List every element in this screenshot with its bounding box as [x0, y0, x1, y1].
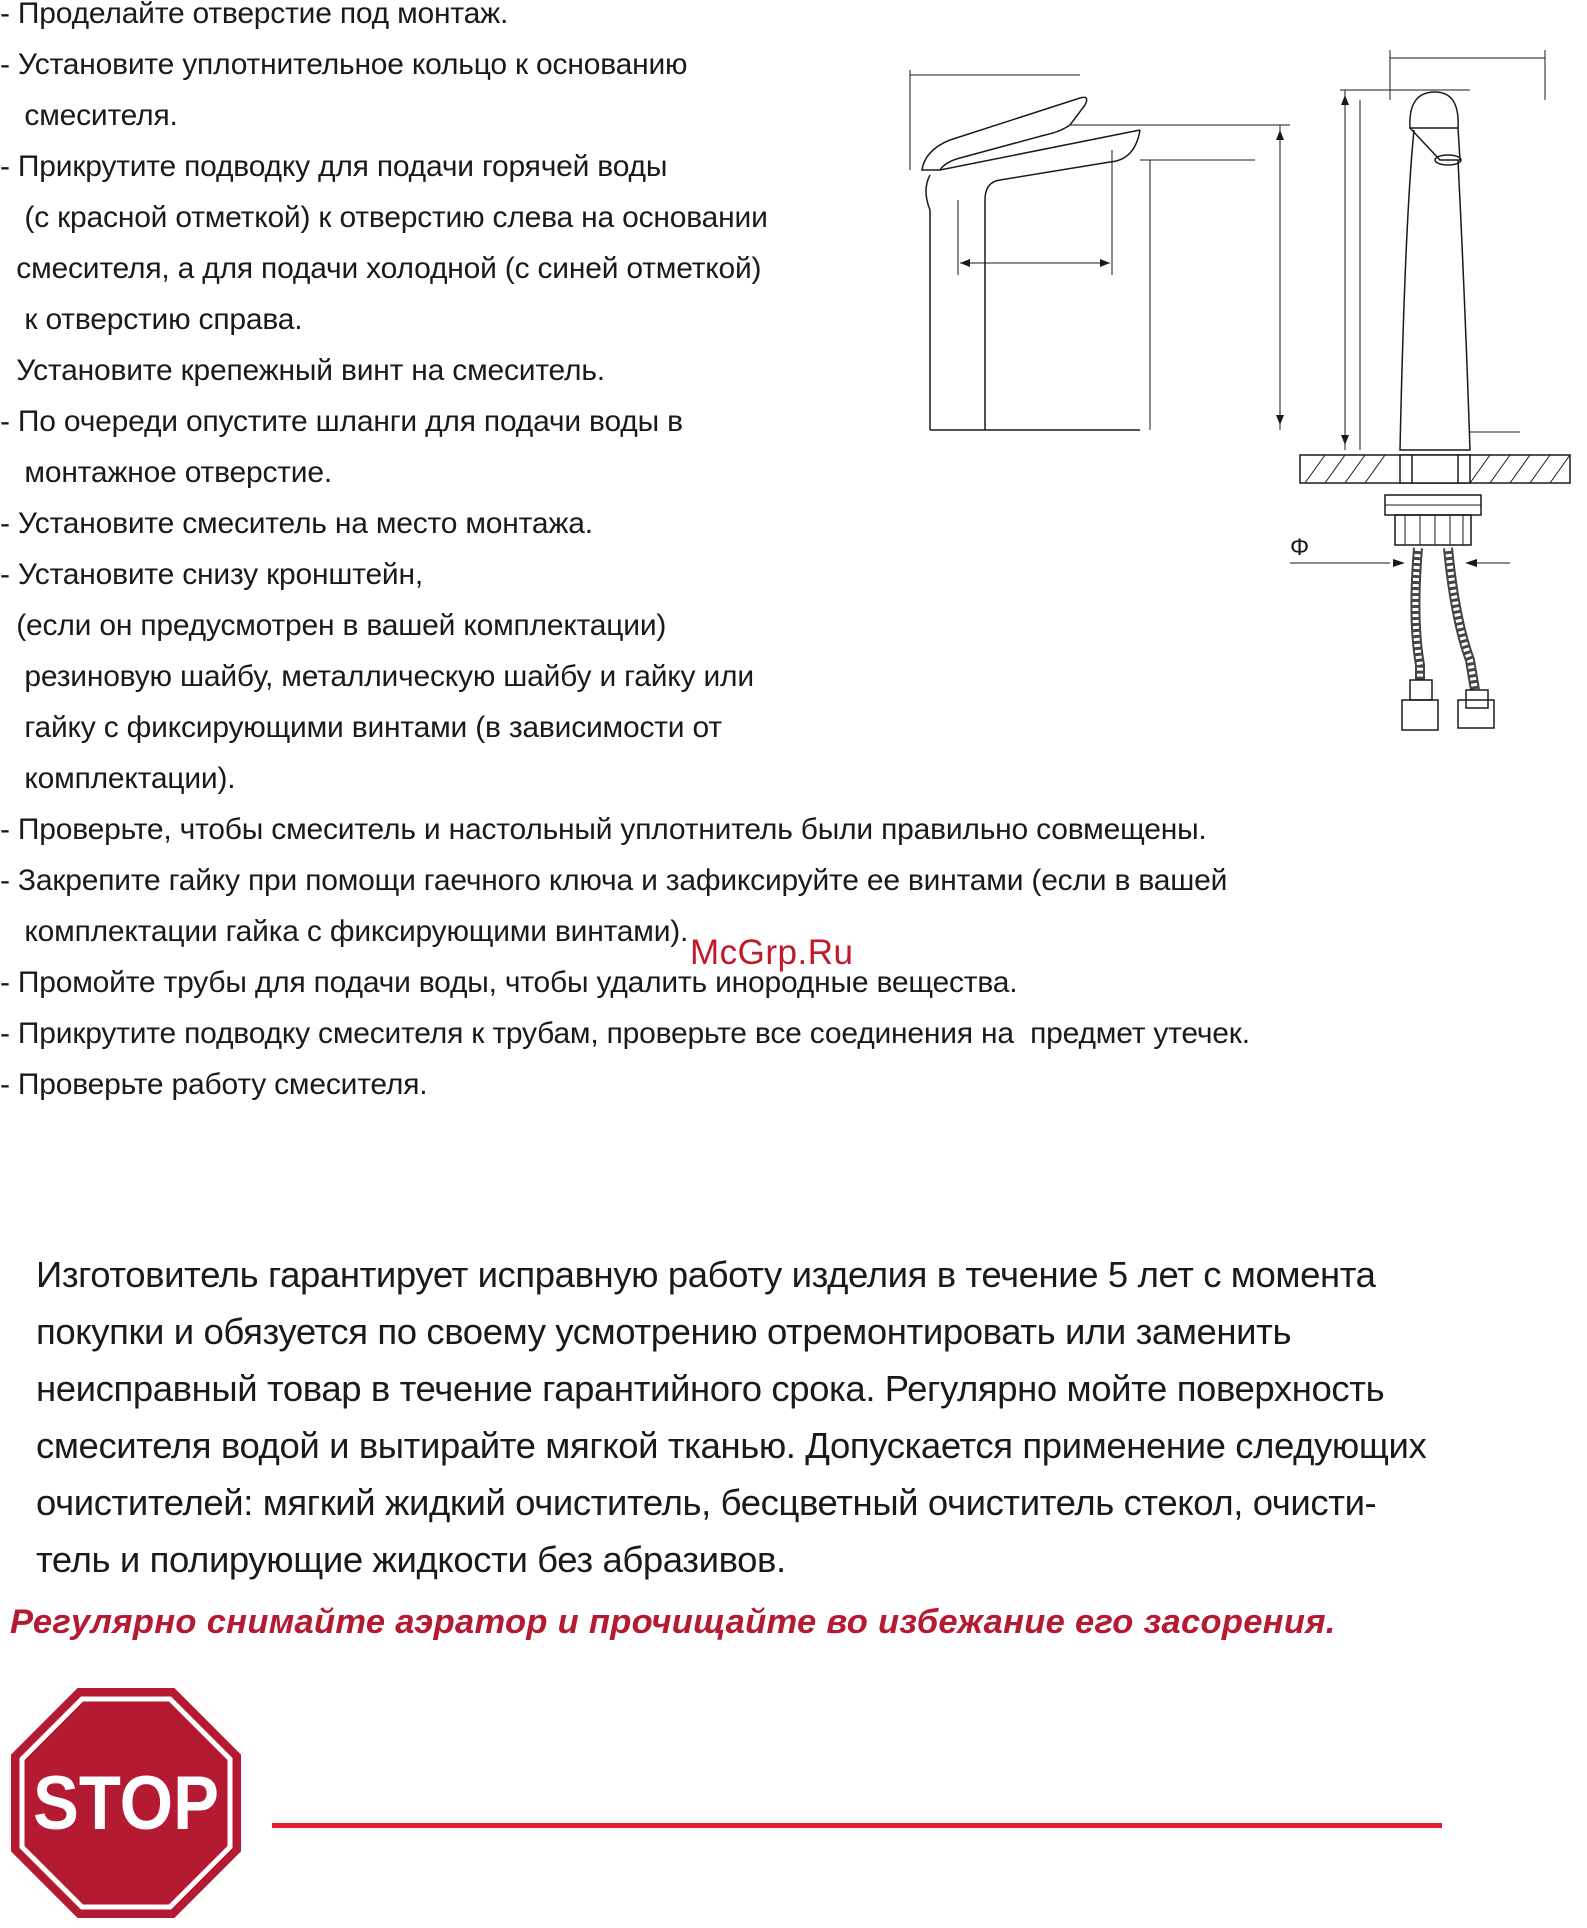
faucet-dimension-diagram — [905, 40, 1587, 740]
instruction-line: (если он предусмотрен в вашей комплектации) — [0, 609, 667, 642]
instruction-line: - Закрепите гайку при помощи гаечного ключа и зафиксируйте ее винтами (если в вашей — [0, 864, 1228, 897]
aerator-warning: Регулярно снимайте аэратор и прочищайте во избежание его засорения. — [10, 1603, 1336, 1641]
instruction-line: смесителя. — [0, 99, 178, 132]
instruction-line: монтажное отверстие. — [0, 456, 332, 489]
watermark: McGrp.Ru — [690, 933, 854, 972]
instruction-line: - Промойте трубы для подачи воды, чтобы удалить инородные вещества. — [0, 966, 1018, 999]
instruction-line: резиновую шайбу, металлическую шайбу и гайку или — [0, 660, 754, 693]
instruction-line: смесителя, а для подачи холодной (с синей отметкой) — [0, 252, 762, 285]
warranty-line: Изготовитель гарантирует исправную работу изделия в течение 5 лет с момента — [36, 1254, 1376, 1295]
instruction-line: - Проверьте работу смесителя. — [0, 1068, 428, 1101]
instruction-line: (с красной отметкой) к отверстию слева на основании — [0, 201, 768, 234]
faucet-side-view — [910, 70, 1290, 430]
instruction-line: - Проделайте отверстие под монтаж. — [0, 0, 509, 30]
instruction-line: к отверстию справа. — [0, 303, 303, 336]
stop-sign-icon — [10, 1687, 242, 1919]
red-divider-line — [272, 1823, 1442, 1828]
warranty-line: тель и полирующие жидкости без абразивов. — [36, 1539, 786, 1580]
instruction-line: - Проверьте, чтобы смеситель и настольный уплотнитель были правильно совмещены. — [0, 813, 1207, 846]
faucet-front-view — [1290, 50, 1570, 730]
instruction-line: - Установите смеситель на место монтажа. — [0, 507, 593, 540]
instruction-line: комплектации). — [0, 762, 236, 795]
instruction-line: Установите крепежный винт на смеситель. — [0, 354, 605, 387]
instruction-line: - Установите уплотнительное кольцо к основанию — [0, 48, 688, 81]
instruction-line: комплектации гайка с фиксирующими винтами). — [0, 915, 689, 948]
warranty-line: смесителя водой и вытирайте мягкой тканью. Допускается применение следующих — [36, 1425, 1427, 1466]
warranty-line: покупки и обязуется по своему усмотрению отремонтировать или заменить — [36, 1311, 1292, 1352]
instruction-line: - По очереди опустите шланги для подачи воды в — [0, 405, 683, 438]
stop-sign-text: STOP — [33, 1761, 219, 1846]
warranty-line: очистителей: мягкий жидкий очиститель, бесцветный очиститель стекол, очисти- — [36, 1482, 1377, 1523]
instruction-line: - Прикрутите подводку смесителя к трубам, проверьте все соединения на предмет утечек. — [0, 1017, 1250, 1050]
instruction-line: гайку с фиксирующими винтами (в зависимости от — [0, 711, 722, 744]
instruction-line: - Установите снизу кронштейн, — [0, 558, 423, 591]
instruction-line: - Прикрутите подводку для подачи горячей воды — [0, 150, 668, 183]
warranty-line: неисправный товар в течение гарантийного срока. Регулярно мойте поверхность — [36, 1368, 1385, 1409]
phi-label: Φ — [1290, 534, 1310, 561]
